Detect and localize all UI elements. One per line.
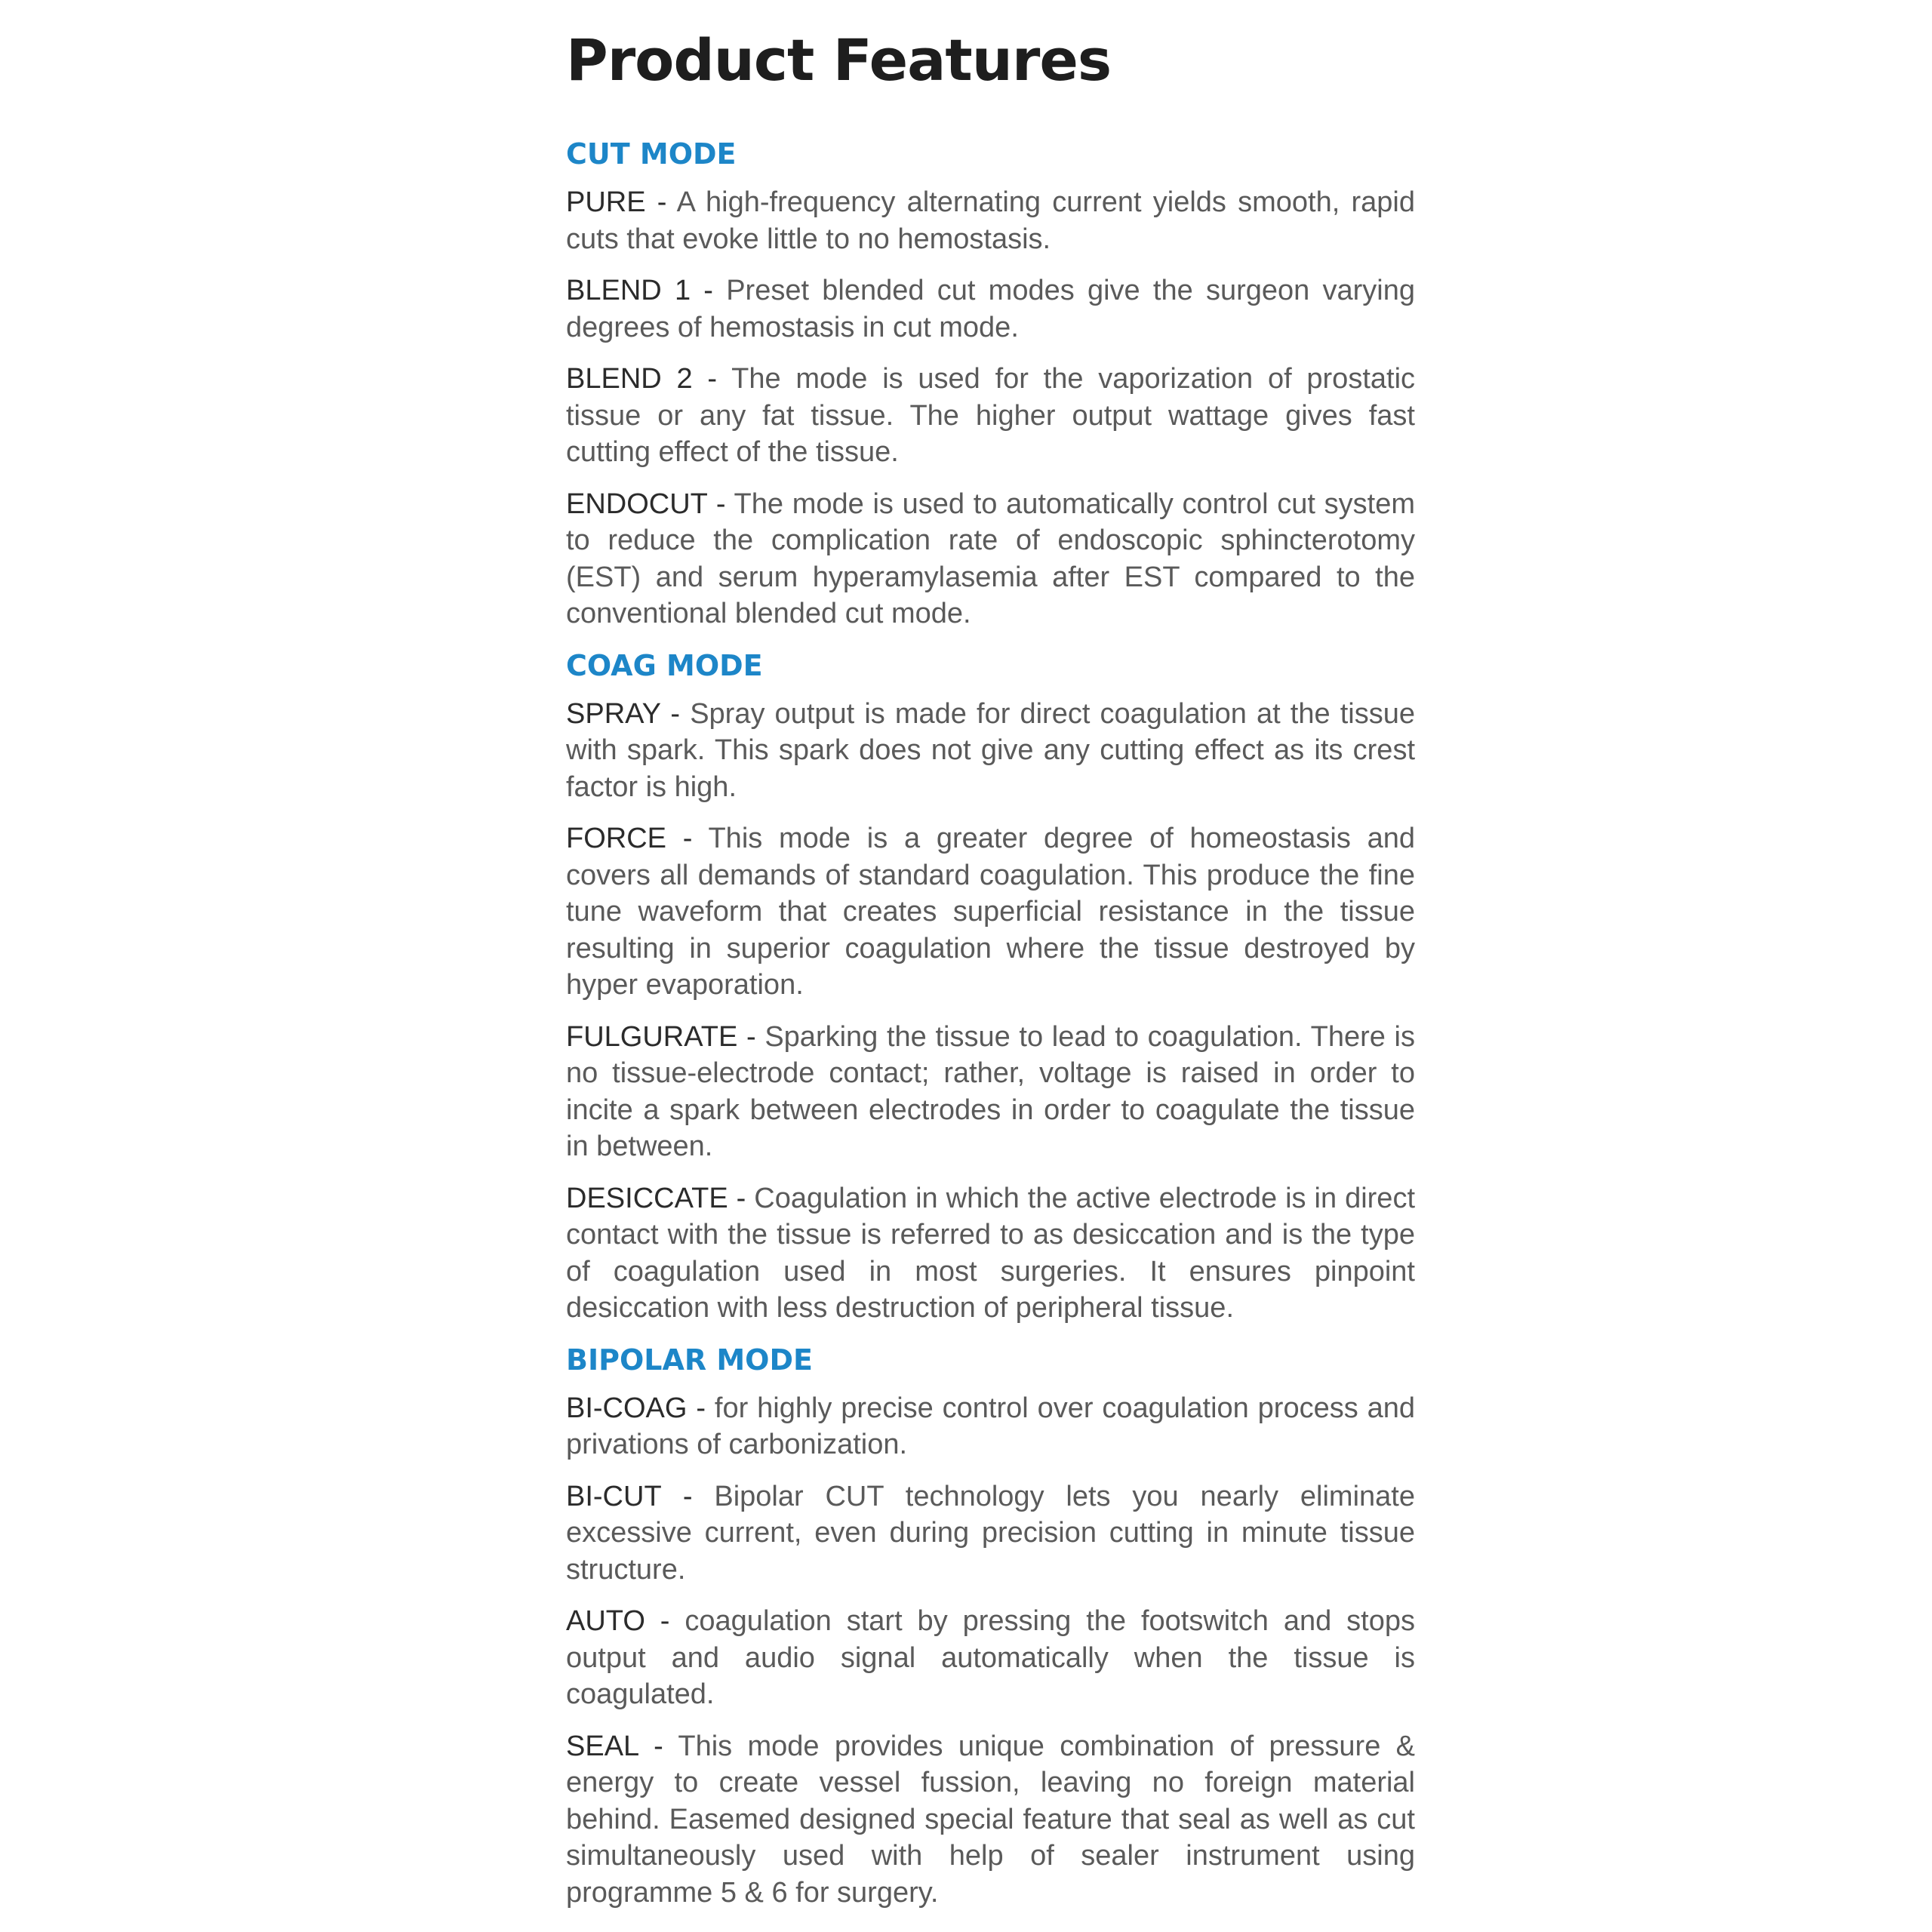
feature-description: This mode is a greater degree of homeostasis and covers all demands of standard coagulation. This produce the fine tune waveform that creates superficial resistance in the tissue resulting in superior coagulation where the tissue destroyed by hyper evaporation. [566, 823, 1415, 1001]
feature-auto [566, 1603, 1415, 1713]
feature-spray [566, 696, 1415, 806]
section-heading-coag-mode: COAG MODE [566, 648, 763, 682]
feature-blend-1 [566, 272, 1415, 346]
feature-description: Preset blended cut modes give the surgeon varying degrees of hemostasis in cut mode. [566, 275, 1416, 343]
feature-term: FULGURATE - [566, 1020, 765, 1053]
feature-term: ENDOCUT - [566, 488, 734, 520]
feature-description: A high-frequency alternating current yields smooth, rapid cuts that evoke little to no hemostasis. [566, 186, 1415, 255]
feature-force [566, 820, 1415, 1004]
section-cut-mode [566, 136, 1415, 632]
feature-term: BLEND 2 - [566, 363, 732, 395]
product-features-page [566, 21, 1415, 1926]
feature-seal [566, 1728, 1415, 1912]
feature-term: AUTO - [566, 1605, 685, 1637]
feature-description: for highly precise control over coagulation process and privations of carbonization. [566, 1392, 1415, 1460]
feature-endocut [566, 486, 1415, 632]
feature-term: BI-COAG - [566, 1392, 715, 1424]
feature-description: coagulation start by pressing the footswitch and stops output and audio signal automatically when the tissue is coagulated. [566, 1605, 1416, 1710]
feature-pure [566, 184, 1415, 257]
section-coag-mode [566, 648, 1415, 1327]
feature-description: The mode is used for the vaporization of prostatic tissue or any fat tissue. The higher output wattage gives fast cutting effect of the tissue. [566, 363, 1416, 468]
feature-term: BLEND 1 - [566, 275, 727, 306]
feature-description: Bipolar CUT technology lets you nearly eliminate excessive current, even during precision cutting in minute tissue structure. [566, 1480, 1415, 1586]
feature-term: DESICCATE - [566, 1182, 755, 1214]
feature-description: Spray output is made for direct coagulation at the tissue with spark. This spark does not give any cutting effect as its crest factor is high. [566, 697, 1415, 803]
feature-description: This mode provides unique combination of pressure & energy to create vessel fussion, leaving no foreign material behind. Easemed designed special feature that seal as well as cut simultaneously used with help of sealer instrument using programme 5 & 6 for surgery. [566, 1730, 1415, 1909]
feature-description: Sparking the tissue to lead to coagulation. There is no tissue-electrode contact; rather, voltage is raised in order to incite a spark between electrodes in order to coagulate the tissue in between. [566, 1020, 1415, 1162]
feature-bi-cut [566, 1478, 1415, 1589]
feature-description: Coagulation in which the active electrode is in direct contact with the tissue is referred to as desiccation and is the type of coagulation used in most surgeries. It ensures pinpoint desiccation with less destruction of peripheral tissue. [566, 1182, 1415, 1324]
feature-desiccate [566, 1180, 1415, 1327]
feature-term: BI-CUT - [566, 1480, 715, 1512]
section-heading-cut-mode: CUT MODE [566, 137, 737, 171]
feature-blend-2 [566, 361, 1415, 471]
section-bipolar-mode [566, 1342, 1415, 1912]
feature-term: FORCE - [566, 823, 709, 854]
feature-fulgurate [566, 1019, 1415, 1165]
feature-description: The mode is used to automatically control cut system to reduce the complication rate of endoscopic sphincterotomy (EST) and serum hyperamylasemia after EST compared to the conventional blended cut mode. [566, 488, 1415, 629]
feature-term: SEAL - [566, 1730, 678, 1762]
feature-term: SPRAY - [566, 697, 691, 730]
section-heading-bipolar-mode: BIPOLAR MODE [566, 1343, 813, 1377]
feature-bi-coag [566, 1390, 1415, 1463]
page-title: Product Features [566, 26, 1112, 94]
feature-term: PURE - [566, 186, 677, 218]
